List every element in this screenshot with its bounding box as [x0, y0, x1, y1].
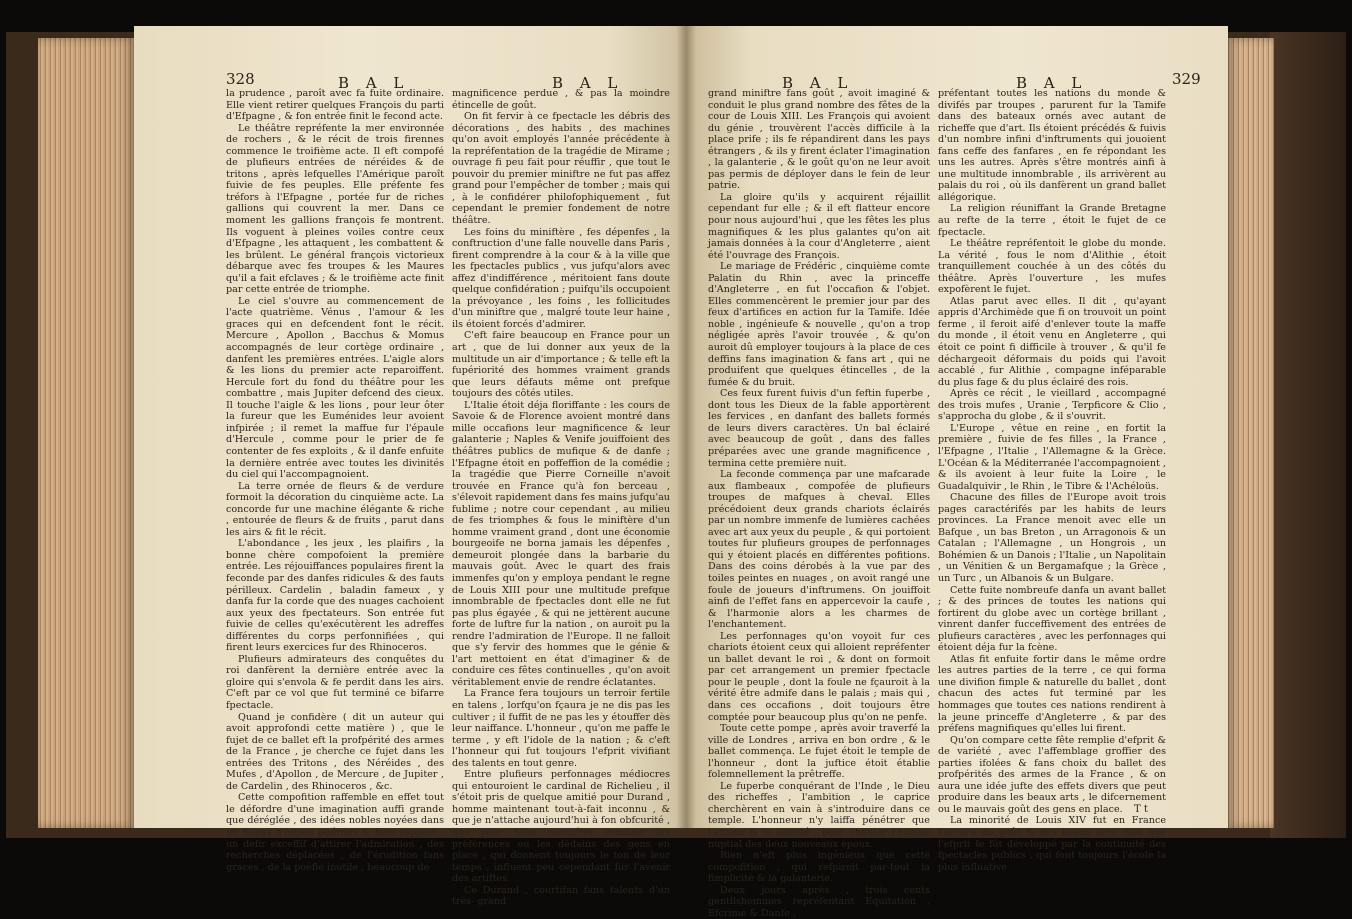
paragraph: Le théâtre repréfente la mer environnée de rochers , & le récit de trois firennes commence le troifième acte. Il eft compofé de plufieurs entrées de néréides & de tritons , après lefquelles l'Amérique paroît fuivie de fes peuples. Elle préfente fes tréfors à l'Efpagne , portée fur de riches gallions qui couvrent la mer. Dans ce moment les gallions françois fe montrent. Ils voguent à pleines voiles contre ceux d'Efpagne , les attaquent , les combattent & les brûlent. Le général françois victorieux débarque avec fes troupes & les Maures qu'il a fait efclaves ; & le troifième acte finit par cette entrée de triomphe. [226, 122, 444, 296]
paragraph: Le ciel s'ouvre au commencement de l'acte quatrième. Vénus , l'amour & les graces qui en defcendent font le récit. Mercure , Apollon , Bacchus & Momus accompagnés de leur cortège ordinaire , danfent les premières entrées. L'aigle alors & les lions du premier acte reparoiffent. Hercule fort du fond du théâtre pour les combattre , mais Jupiter defcend des cieux. Il touche l'aigle & les lions , pour leur ôter la fureur que les Euménides leur avoient infpirée ; il remet la maffue fur l'épaule d'Hercule , comme pour le prier de fe contenter de fes exploits , & il danfe enfuite la dernière entrée avec toutes les divinités du ciel qui l'accompagnoient. [226, 295, 444, 481]
book-cover-edge [1270, 32, 1346, 838]
signature-mark: T t [1134, 804, 1148, 815]
paragraph: Après ce récit , le vieillard , accompagné des trois mufes , Uranie , Terpficore & Clio , s'approcha du globe , & il s'ouvrit. [938, 388, 1166, 423]
text-column-2 [452, 88, 670, 908]
paragraph: magnificence perdue , & pas la moindre étincelle de goût. [452, 88, 670, 111]
paragraph: Cette fuite nombreufe danfa un avant ballet ; & des princes de toutes les nations qui fortirent du globe avec un cortège brillant , vinrent danfer fucceffivement des entrées de plufieurs caractères , avec les perfonnages qui étoient déja fur la fcène. [938, 584, 1166, 654]
paragraph: Les foins du miniftère , fes dépenfes , la conftruction d'une falle nouvelle dans Paris , firent comprendre à la cour & à la ville que les fpectacles publics , vus jufqu'alors avec affez d'indifférence , méritoient fans doute quelque confidération ; puifqu'ils occupoient la prévoyance , les foins , les follicitudes d'un miniftre que , malgré toute leur haine , ils étoient forcés d'admirer. [452, 226, 670, 330]
paragraph: L'abondance , les jeux , les plaifirs , la bonne chère compofoient la première entrée. Les réjouiffances populaires firent la feconde par des danfes ridicules & des fauts périlleux. Cardelin , baladin fameux , y danfa fur la corde que des nuages cachoient aux yeux des fpectateurs. Son entrée fut fuivie de celles qu'exécutèrent les adreffes différentes du corps perfonnifiées , qui firent leurs exercices fur des Rhinoceros. [226, 538, 444, 654]
paragraph: Entre plufieurs perfonnages médiocres qui entouroient le cardinal de Richelieu , il s'étoit pris de quelque amitié pour Durand , homme maintenant tout-à-fait inconnu , & que je n'attache aujourd'hui à fon obfcurité , que pour faire connoître combien les préférences ou les dédains des gens en place , qui donnent toujours le ton de leur temps , influent peu cependant fur l'avenir des artiftes. [452, 769, 670, 885]
running-head: B A L [782, 74, 854, 92]
paragraph: Quand je confidère ( dit un auteur qui avoit approfondi cette matière ) , que le fujet de ce ballet eft la profpérité des armes de la France , je cherche ce fujet dans les entrées des Tritons , des Néréides , des Mufes , d'Apollon , de Mercure , de Jupiter , de Cardelin , des Rhinoceros , &c. [226, 711, 444, 792]
paragraph: la prudence , paroît avec fa fuite ordinaire. Elle vient retirer quelques François du parti d'Efpagne , & fon entrée finit le fecond acte. [226, 88, 444, 123]
paragraph: Le mariage de Frédéric , cinquième comte Palatin du Rhin , avec la princeffe d'Angleterre , en fut l'occafion & l'objet. Elles commencèrent le premier jour par des feux d'artifices en action fur la Tamife. Idée noble , ingénieufe & nouvelle , qu'on a trop négligée après l'avoir trouvée , & qu'on auroit dû employer toujours à la place de ces deffins fans imagination & fans art , qui ne produifent que quelques étincelles , de la fumée & du bruit. [708, 261, 930, 388]
page-edges-right [1226, 38, 1274, 828]
page-number: 328 [226, 70, 255, 88]
paragraph: On fit fervir à ce fpectacle les débris des décorations , des habits , des machines qu'on avoit employés l'année précédente à la repréfentation de la tragédie de Mirame ; ouvrage fi peu fait pour réuffir , que tout le pouvoir du premier miniftre ne fut pas affez grand pour l'empêcher de tomber ; mais qui , à le confidérer philofophiquement , fut cependant le premier fondement de notre théâtre. [452, 111, 670, 227]
text-column-1 [708, 88, 930, 919]
paragraph: Atlas fit enfuite fortir dans le même ordre les autres parties de la terre , ce qui forma une divifion fimple & naturelle du ballet , dont chacun des actes fut terminé par les hommages que toutes ces nations rendirent à la jeune princeffe d'Angleterre , & par des préfens magnifiques qu'elles lui firent. [938, 653, 1166, 735]
paragraph: Atlas parut avec elles. Il dit , qu'ayant appris d'Archimède que fi on trouvoit un point ferme , il feroit aifé d'enlever toute la maffe du monde , il étoit venu en Angleterre , qui étoit ce point fi difficile à trouver , & qu'il fe déchargeoit déformais du poids qui l'avoit accablé , fur Alithie , compagne inféparable du plus fage & du plus éclairé des rois. [938, 295, 1166, 388]
paragraph: grand miniftre fans goût , avoit imaginé & conduit le plus grand nombre des fêtes de la cour de Louis XIII. Les François qui avoient du génie , trouvèrent l'accès difficile à la place prife ; ils fe répandirent dans les pays étrangers , & ils y firent éclater l'imagination , la galanterie , & le goût qu'on ne leur avoit pas permis de déployer dans le fein de leur patrie. [708, 88, 930, 192]
book-gutter [676, 26, 696, 828]
running-head: B A L [1016, 74, 1088, 92]
paragraph: La France fera toujours un terroir fertile en talens , lorfqu'on fçaura je ne dis pas les cultiver ; il fuffit de ne pas les y étouffer dès leur naiffance. L'honneur , qu'on me paffe le terme , y eft l'idole de la nation ; & c'eft l'honneur qui fut toujours l'efprit vivifiant des talents en tout genre. [452, 688, 670, 769]
paragraph: La terre ornée de fleurs & de verdure formoit la décoration du cinquième acte. La concorde fur une machine élégante & riche , entourée de fleurs & de fruits , parut dans les airs & fit le récit. [226, 480, 444, 538]
paragraph: Ces feux furent fuivis d'un feftin fuperbe , dont tous les Dieux de la fable apportèrent les fervices , en danfant des ballets formés de leurs divers caractères. Un bal éclairé avec beaucoup de goût , dans des falles préparées avec une grande magnificence , termina cette première nuit. [708, 388, 930, 469]
paragraph: Le théâtre repréfentoit le globe du monde. La vérité , fous le nom d'Alithie , étoit tranquillement couchée à un des côtés du théâtre. Après l'ouverture , les mufes expofèrent le fujet. [938, 238, 1166, 296]
paragraph: La gloire qu'ils y acquirent réjaillit cependant fur elle ; & il eft flatteur encore pour nous aujourd'hui , que les fêtes les plus magnifiques & les plus galantes qu'on ait jamais données à la cour d'Angleterre , aient été l'ouvrage des François. [708, 191, 930, 261]
running-head: B A L [338, 74, 410, 92]
page-number: 329 [1172, 70, 1201, 88]
paragraph: Ce Durand , courtifan fans talents d'un très- grand [452, 884, 670, 908]
right-page [686, 26, 1228, 919]
paragraph: préfentant toutes les nations du monde & divifés par troupes , parurent fur la Tamife dans des bateaux ornés avec autant de richeffe que d'art. Ils étoient précédés & fuivis d'un nombre infini d'inftruments qui jouoient fans ceffe des fanfares , en fe répondant les uns les autres. Après s'être montrés ainfi à une multitude innombrable , ils arrivèrent au palais du roi , où ils danfèrent un grand ballet allégorique. [938, 88, 1166, 203]
paragraph: La feconde commença par une mafcarade aux flambeaux , compofée de plufieurs troupes de mafques à cheval. Elles précédoient deux grands chariots éclairés par un nombre immenfe de lumières cachées avec art aux yeux du peuple , & qui portoient toutes fur plufieurs groupes de perfonnages qui y étoient placés en différentes pofitions. Dans des coins dérobés à la vue par des toiles peintes en nuages , on avoit rangé une foule de joueurs d'inftrumens. On jouiffoit ainfi de l'effet fans en appercevoir la caufe , & l'harmonie alors a les charmes de l'enchantement. [708, 469, 930, 631]
paragraph: Deux jours après , trois cents gentilshommes repréfentant Equitation , Efcrime & Danfe , [708, 884, 930, 919]
paragraph: L'Italie étoit déja floriffante : les cours de Savoie & de Florence avoient montré dans mille occafions leur magnificence & leur galanterie ; Naples & Venife jouiffoient des théâtres publics de mufique & de danfe ; l'Efpagne étoit en poffeffion de la comédie ; la tragédie que Pierre Corneille n'avoit trouvée en France qu'à fon berceau , s'élevoit rapidement dans fes mains jufqu'au fublime ; notre cour cependant , au milieu de fes triomphes & fous le miniftère d'un homme vraiment grand , dont une économie bourgeoife ne borna jamais les dépenfes , demeuroit plongée dans la barbarie du mauvais goût. Avec le quart des frais immenfes qu'on y employa pendant le regne de Louis XIII pour une multitude prefque innombrable de fpectacles dont elle ne fut pas plus égayée , & qui ne jettèrent aucune forte de luftre fur la nation , on auroit pu la rendre l'admiration de l'Europe. Il ne falloit que s'y fervir des hommes que le génie & l'art mettoient en état d'imaginer & de conduire ces fêtes continuelles , qu'on avoit véritablement envie de rendre éclatantes. [452, 399, 670, 688]
paragraph: Cette compofition raffemble en effet tout le défordre d'une imagination auffi grande que déréglée , des idées nobles noyées dans un fatras d'objets puériles & fans rapport , un defir exceffif d'attirer l'admiration , des recherches déplacées , de l'érudition fans graces , de la poéfie inutile , beaucoup de [226, 792, 444, 873]
paragraph: Les perfonnages qu'on voyoit fur ces chariots étoient ceux qui alloient repréfenter un ballet devant le roi , & dont on formoit par cet arrangement un premier fpectacle pour le peuple , dont la foule ne fçauroit à la vérité être admife dans le palais ; mais qui , dans ces occafions , doit toujours être comptée pour beaucoup plus qu'on ne penfe. [708, 630, 930, 723]
paragraph: C'eft faire beaucoup en France pour un art , que de lui donner aux yeux de la multitude un air d'importance ; & telle eft la fupériorité des hommes vraiment grands que leurs défauts même ont prefque toujours des côtés utiles. [452, 330, 670, 400]
paragraph: Rien n'eft plus ingénieux que cette compofition , qui refpiroit par-tout la fimplicité & la galanterie. [708, 850, 930, 885]
paragraph: L'Europe , vêtue en reine , en fortit la première , fuivie de fes filles , la France , l'Efpagne , l'Italie , l'Allemagne & la Grèce. L'Océan & la Méditerranée l'accompagnoient , & ils avoient à leur fuite la Loire , le Guadalquivir , le Rhin , le Tibre & l'Achéloüs. [938, 422, 1166, 492]
paragraph: La minorité de Louis XIV fut en France l'aurore du goût & des beaux arts. Soit que l'efprit fe fût développé par la continuité des fpectacles publics , qui font toujours l'école la plus influative [938, 815, 1166, 873]
left-page [134, 26, 686, 908]
page-edges-left [38, 38, 136, 828]
running-head: B A L [552, 74, 624, 92]
paragraph: Plufieurs admirateurs des conquêtes du roi danfèrent la dernière entrée avec la gloire qui s'envola & fe perdit dans les airs. C'eft par ce vol que fut terminé ce bifarre fpectacle. [226, 653, 444, 711]
paragraph: La religion réuniffant la Grande Bretagne au refte de la terre , étoit le fujet de ce fpectacle. [938, 203, 1166, 238]
text-column-1 [226, 88, 444, 873]
paragraph: Qu'on compare cette fête remplie d'efprit & de variété , avec l'affemblage groffier des parties ifolées & fans choix du ballet des profpérités des armes de la France , & on aura une idée jufte des effets divers que peut produire dans les beaux arts , le difcernement ou le mauvais goût des gens en place. [938, 734, 1166, 815]
paragraph: Le fuperbe conquérant de l'Inde , le Dieu des richeffes , l'ambition , le caprice cherchèrent en vain à s'introduire dans ce temple. L'honneur n'y laiffa pénétrer que l'amour & la beauté , pour chanter l'hymne nuptial des deux nouveaux époux. [708, 780, 930, 850]
text-column-2 [938, 88, 1166, 873]
paragraph: Chacune des filles de l'Europe avoit trois pages caractérifés par les habits de leurs provinces. La France menoit avec elle un Bafque , un bas Breton , un Arragonois & un Catalan ; l'Allemagne , un Hongrois , un Bohémien & un Danois ; l'Italie , un Napolitain , un Vénitien & un Bergamafque ; la Grèce , un Turc , un Albanois & un Bulgare. [938, 492, 1166, 584]
paragraph: Toute cette pompe , après avoir traverfé la ville de Londres , arriva en bon ordre , & le ballet commença. Le fujet étoit le temple de l'honneur , dont la juftice étoit établie folemnellement la prêtreffe. [708, 723, 930, 781]
